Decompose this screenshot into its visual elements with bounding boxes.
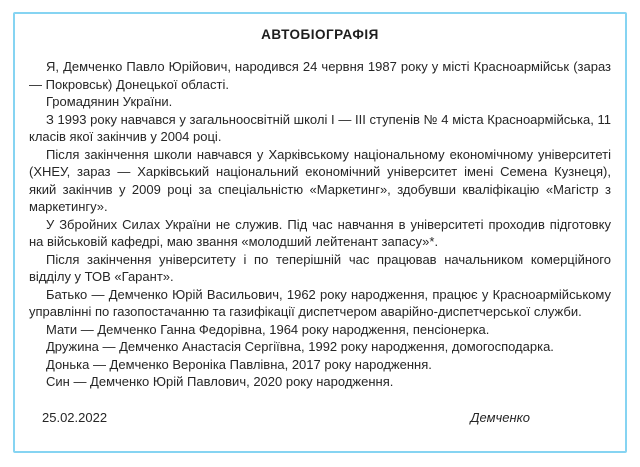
document-title: АВТОБІОГРАФІЯ	[261, 27, 379, 42]
footer-signature: Демченко	[470, 410, 530, 425]
document-frame	[13, 12, 627, 453]
paragraph-military: У Збройних Силах України не служив. Під час навчання в університеті проходив підготовку на військовій кафедрі, маю звання «молодший лейтенант запасу»*.	[29, 216, 611, 249]
paragraph-wife: Дружина — Демченко Анастасія Сергіївна, 1992 року народження, домогосподарка.	[46, 339, 554, 354]
paragraph-father: Батько — Демченко Юрій Васильович, 1962 року народження, працює у Красноармійському управлінні по газопостачанню та газифікації диспетчером аварійно-диспетчерської служби.	[29, 286, 611, 319]
document-footer	[42, 410, 596, 425]
paragraph-son: Син — Демченко Юрій Павлович, 2020 року народження.	[46, 374, 394, 389]
paragraph-university: Після закінчення школи навчався у Харківському національному економічному університеті (ХНЕУ, зараз — Харківський національний економічний університет імені Семена Кузнеця), який закінчив у 2009 році за спеціальністю «Маркетинг», здобувши кваліфікацію «Магістр з маркетингу».	[29, 146, 611, 214]
paragraph-intro: Я, Демченко Павло Юрійович, народився 24 червня 1987 року у місті Красноармійськ (зараз — Покровськ) Донецької області.	[29, 59, 611, 92]
paragraph-citizenship: Громадянин України.	[46, 94, 173, 109]
document-body	[29, 58, 611, 391]
footer-date: 25.02.2022	[42, 410, 108, 425]
paragraph-school: З 1993 року навчався у загальноосвітній школі І — ІІІ ступенів № 4 міста Красноармійська, 11 класів якої закінчив у 2004 році.	[29, 111, 611, 144]
paragraph-mother: Мати — Демченко Ганна Федорівна, 1964 року народження, пенсіонерка.	[46, 321, 490, 337]
paragraph-work: Після закінчення університету і по теперішній час працював начальником комерційного відділу у ТОВ «Гарант».	[29, 251, 611, 284]
paragraph-daughter: Донька — Демченко Вероніка Павлівна, 2017 року народження.	[46, 356, 432, 372]
